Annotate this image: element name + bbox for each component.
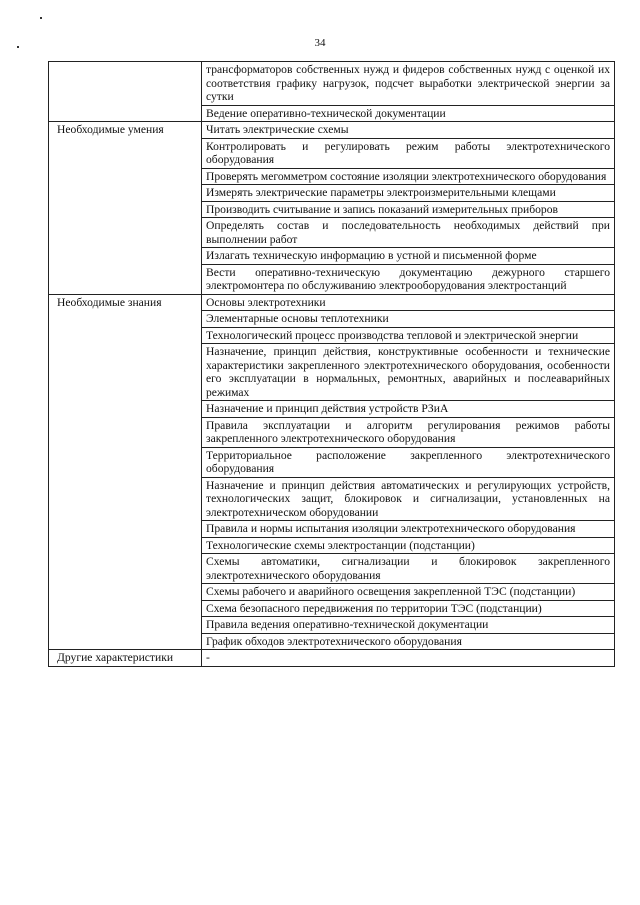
- requirement-cell: Назначение и принцип действия устройств РЗиА: [202, 401, 615, 418]
- requirement-cell: Схемы рабочего и аварийного освещения закрепленной ТЭС (подстанции): [202, 584, 615, 601]
- competency-table: [48, 61, 615, 667]
- requirement-cell: Основы электротехники: [202, 294, 615, 311]
- requirement-cell: Измерять электрические параметры электроизмерительными клещами: [202, 185, 615, 202]
- requirement-cell: трансформаторов собственных нужд и фидеров собственных нужд с оценкой их соответствия графику нагрузок, подсчет выработки электрической энергии за сутки: [202, 62, 615, 106]
- scan-speck: [40, 17, 42, 19]
- requirement-cell: Территориальное расположение закрепленного электротехнического оборудования: [202, 447, 615, 477]
- page-number: 34: [314, 37, 326, 49]
- section-label: Необходимые знания: [49, 294, 202, 650]
- requirement-cell: Читать электрические схемы: [202, 122, 615, 139]
- requirement-cell: Излагать техническую информацию в устной и письменной форме: [202, 248, 615, 265]
- requirement-cell: Схемы автоматики, сигнализации и блокировок закрепленного электротехнического оборудования: [202, 554, 615, 584]
- requirement-cell: Элементарные основы теплотехники: [202, 311, 615, 328]
- requirement-cell: Правила эксплуатации и алгоритм регулирования режимов работы закрепленного электротехнического оборудования: [202, 417, 615, 447]
- requirement-cell: Назначение и принцип действия автоматических и регулирующих устройств, технологических защит, блокировок и сигнализации, установленных на электротехническом оборудовании: [202, 477, 615, 521]
- section-label: [49, 62, 202, 122]
- table-row: [49, 122, 615, 139]
- requirement-cell: Правила ведения оперативно-технической документации: [202, 617, 615, 634]
- requirement-cell: Проверять мегомметром состояние изоляции электротехнического оборудования: [202, 168, 615, 185]
- section-label: Необходимые умения: [49, 122, 202, 295]
- requirement-cell: Назначение, принцип действия, конструктивные особенности и технические характеристики закрепленного электротехнического оборудования, особенности его эксплуатации в нормальных, ремонтных, аварийных и послеаварийных режимах: [202, 344, 615, 401]
- scan-speck: [17, 46, 19, 48]
- requirement-cell: График обходов электротехнического оборудования: [202, 633, 615, 650]
- requirement-cell: Ведение оперативно-технической документации: [202, 105, 615, 122]
- requirement-cell: Производить считывание и запись показаний измерительных приборов: [202, 201, 615, 218]
- table-row: [49, 650, 615, 667]
- requirement-cell: Контролировать и регулировать режим работы электротехнического оборудования: [202, 138, 615, 168]
- requirement-cell: -: [202, 650, 615, 667]
- requirement-cell: Определять состав и последовательность необходимых действий при выполнении работ: [202, 218, 615, 248]
- requirement-cell: Вести оперативно-техническую документацию дежурного старшего электромонтера по обслуживанию электрооборудования электростанций: [202, 264, 615, 294]
- table-row: [49, 62, 615, 106]
- requirement-cell: Схема безопасного передвижения по территории ТЭС (подстанции): [202, 600, 615, 617]
- requirement-cell: Технологические схемы электростанции (подстанции): [202, 537, 615, 554]
- section-label: Другие характеристики: [49, 650, 202, 667]
- requirement-cell: Правила и нормы испытания изоляции электротехнического оборудования: [202, 521, 615, 538]
- requirement-cell: Технологический процесс производства тепловой и электрической энергии: [202, 327, 615, 344]
- table-row: [49, 294, 615, 311]
